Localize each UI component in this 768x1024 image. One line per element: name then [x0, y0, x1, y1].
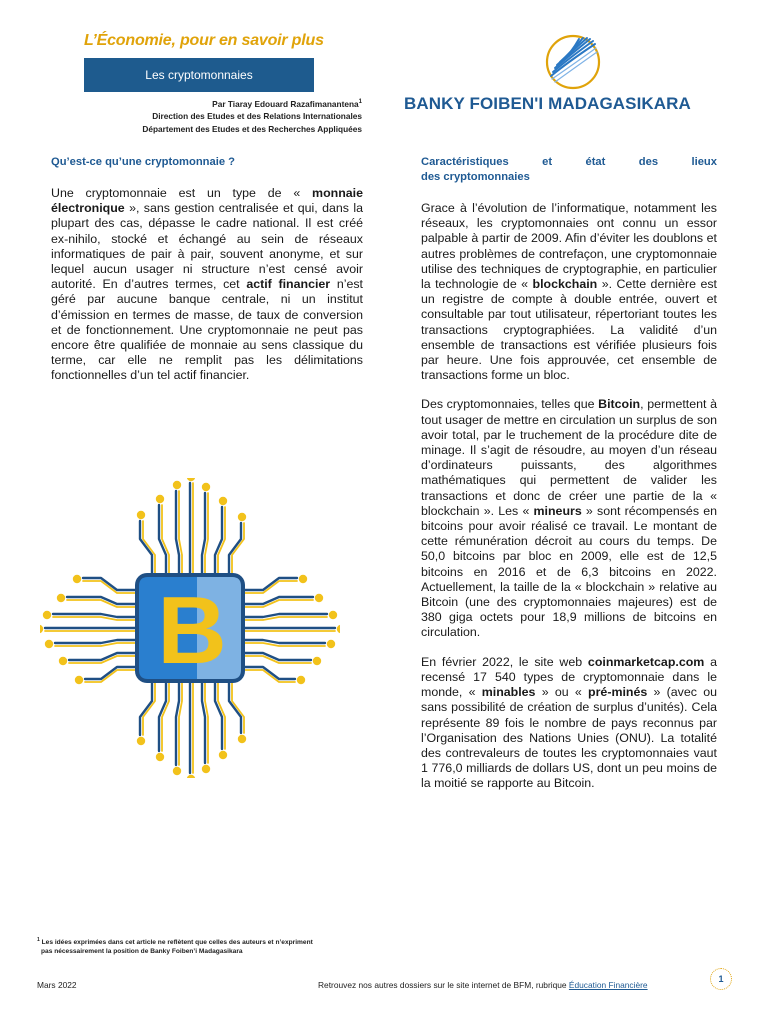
section-banner	[84, 58, 314, 92]
education-financiere-link[interactable]: Éducation Financière	[568, 980, 648, 990]
author-footnote-mark: 1	[358, 99, 362, 105]
page-number: 1	[718, 974, 724, 984]
wire-node	[187, 775, 195, 778]
wire-node	[73, 575, 81, 583]
wire-node	[327, 640, 335, 648]
footnote	[37, 936, 313, 956]
wire-node	[315, 594, 323, 602]
left-heading: Qu’est-ce qu’une cryptomonnaie ?	[51, 156, 235, 168]
wire-node	[238, 513, 246, 521]
department-line: Département des Etudes et des Recherches Appliquées	[142, 123, 362, 134]
wire-node	[238, 735, 246, 743]
wire-node	[202, 765, 210, 773]
page-number-badge	[710, 968, 732, 990]
wire-node	[219, 751, 227, 759]
wire-node	[219, 497, 227, 505]
wire-node	[156, 495, 164, 503]
wire-node	[313, 657, 321, 665]
author-block	[142, 96, 362, 135]
footnote-line-2: pas nécessairement la position de Banky Foiben’i Madagasikara	[41, 947, 243, 955]
author-line: Par Tiaray Edouard Razafimanantena$^1$	[212, 98, 362, 109]
right-paragraph-3: En février 2022, le site web coinmarketcap.com a recensé 17 540 types de cryptomonnaie dans le monde, « minables » ou « pré-minés » (avec ou sans possibilité de création de surplus d’unités). Cela représente 89 fois le nombre de pays reconnus par l’Organisation des Nations Unies (ONU). La totalité des contrevaleurs de toutes les cryptomonnaies vaut 1 776,0 milliards de dollars US, dont un peu moins de la moitié se rapporte au Bitcoin.	[421, 654, 717, 791]
wire-right	[245, 578, 297, 590]
wire-node	[299, 575, 307, 583]
wire-bottom	[140, 683, 152, 735]
footnote-line-1: Les idées exprimées dans cet article ne reflètent que celles des auteurs et n’expriment	[41, 939, 313, 947]
direction-line: Direction des Etudes et des Relations Internationales	[152, 111, 362, 122]
footer-note: Retrouvez nos autres dossiers sur le site internet de BFM, rubrique Éducation Financière	[318, 980, 648, 990]
left-paragraph: Une cryptomonnaie est un type de « monnaie électronique », sans gestion centralisée et qui, dans la plupart des cas, dépasse le cadre national. Il est créé ex-nihilo, stocké et échangé au sein de réseaux informatiques de pair à pair, souvent anonyme, et sur lequel aucun usager ni structure n’est censé avoir autorité. En d’autres termes, cet actif financier n’est géré par aucune banque centrale, ni un institut d’émission en termes de masse, de taux de conversion et de fonctionnement. Une cryptomonnaie ne peut pas encore être qualifiée de monnaie au sens classique du terme, car elle ne remplit pas les délimitations fonctionnelles d’un tel actif financier.	[51, 186, 363, 383]
wire-left	[83, 578, 135, 590]
wire-left	[85, 667, 135, 679]
bitcoin-chip-illustration	[40, 478, 340, 778]
wire-node	[40, 625, 43, 633]
right-heading-line2: des cryptomonnaies	[421, 171, 530, 183]
wire-node	[337, 625, 340, 633]
wire-node	[187, 478, 195, 481]
banner-label: Les cryptomonnaies	[145, 68, 253, 82]
bank-logo-icon	[538, 32, 608, 92]
wire-top	[229, 523, 241, 573]
right-paragraph-1: Grace à l’évolution de l’informatique, notamment les réseaux, les cryptomonnaies ont connu un essor palpable à partir de 2009. Afin d’éviter les doublons et autres problèmes de contrefaçon, une cryptomonnaie utilise des techniques de cryptographie, en particulier la technologie de « blockchain ». Cette dernière est un registre de compte à double entrée, ouvert et consultable par tout utilisateur, répertoriant toutes les transactions cryptographiées. La validité d’un ensemble de transactions est vérifiée plusieurs fois par heure. Une fois approuvée, cet ensemble de transactions forme un bloc.	[421, 201, 717, 383]
wire-node	[173, 767, 181, 775]
right-paragraph-2: Des cryptomonnaies, telles que Bitcoin, permettent à tout usager de mettre en circulation un surplus de son avoir total, par le truchement de la procédure dite de minage. Il s’agit de résoudre, au moyen d’un réseau d’ordinateurs puissants, des algorithmes mathématiques qui permettent de valider les transactions et donc de créer une partie de la « blockchain ». Les « mineurs » sont récompensés en bitcoins pour avoir réalisé ce travail. Le montant de cette rémunération décroit au cours du temps. De 50,0 bitcoins par bloc en 2009, elle est de 12,5 bitcoins en 2016 et de 6,3 bitcoins en 2022. Actuellement, la taille de la « blockchain » relative au Bitcoin (une des cryptomonnaies majeures) est de 380 giga octets pour 18,9 millions de bitcoins en circulation.	[421, 397, 718, 640]
wire-node	[329, 611, 337, 619]
brand-name: BANKY FOIBEN'I MADAGASIKARA	[404, 94, 691, 113]
bitcoin-icon: B	[157, 577, 227, 684]
wire-top	[140, 521, 152, 573]
wire-node	[173, 481, 181, 489]
left-column	[51, 155, 363, 384]
wire-node	[43, 611, 51, 619]
wire-node	[57, 594, 65, 602]
wire-node	[137, 511, 145, 519]
wire-node	[45, 640, 53, 648]
wire-bottom	[229, 683, 241, 733]
series-title: L’Économie, pour en savoir plus	[84, 32, 324, 49]
wire-node	[297, 676, 305, 684]
right-column	[421, 155, 717, 792]
wire-node	[156, 753, 164, 761]
right-heading-line1: Caractéristiques et état des lieux	[421, 156, 717, 168]
wire-node	[137, 737, 145, 745]
footnote-mark: 1	[37, 937, 40, 943]
wire-node	[202, 483, 210, 491]
wire-node	[75, 676, 83, 684]
wire-node	[59, 657, 67, 665]
footer-date: Mars 2022	[37, 980, 77, 990]
wire-right	[245, 667, 295, 679]
